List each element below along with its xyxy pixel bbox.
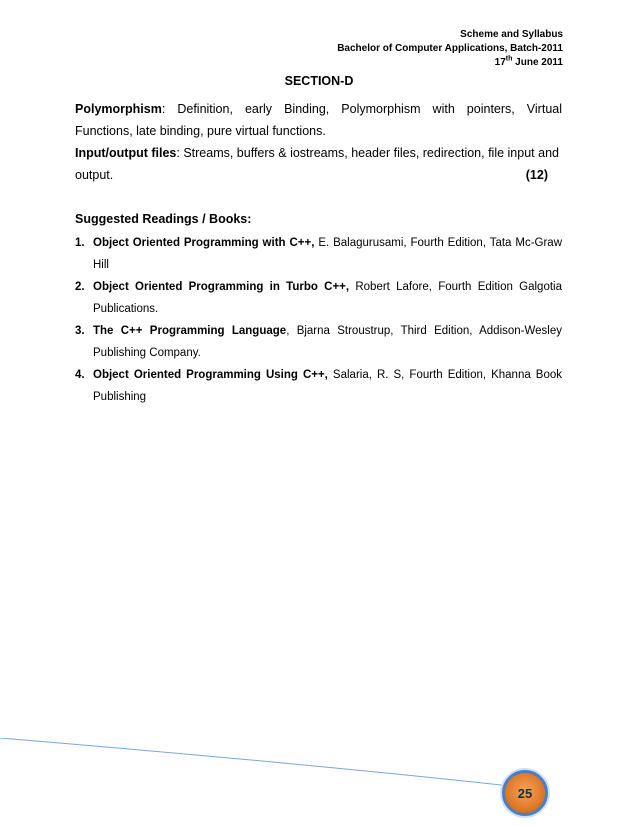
io-paragraph-end xyxy=(75,164,562,186)
polymorphism-text: : Definition, early Binding, Polymorphism with pointers, Virtual Functions, late binding, pure virtual functions. xyxy=(75,102,562,138)
page-number-badge xyxy=(502,770,548,816)
book-details: Salaria, R. S, Fourth Edition, Khanna Book Publishing xyxy=(93,369,562,403)
footer-curve xyxy=(0,738,510,786)
book-details: E. Balagurusami, Fourth Edition, Tata Mc-Graw Hill xyxy=(93,237,562,271)
section-content xyxy=(75,98,562,408)
polymorphism-label: Polymorphism xyxy=(75,102,162,116)
list-item-text xyxy=(93,232,562,276)
list-item-number: 1. xyxy=(75,237,85,249)
list-item-number: 4. xyxy=(75,369,85,381)
header-date-suffix: th xyxy=(505,55,513,63)
list-item-text xyxy=(93,364,562,408)
list-item xyxy=(75,320,562,364)
book-title: Object Oriented Programming in Turbo C++, xyxy=(93,281,350,293)
polymorphism-paragraph xyxy=(75,98,562,142)
marks-label: (12) xyxy=(525,168,548,182)
io-paragraph xyxy=(75,142,562,164)
book-title: Object Oriented Programming Using C++, xyxy=(93,369,328,381)
io-text-end: output. xyxy=(75,168,114,182)
book-title: The C++ Programming Language xyxy=(93,325,287,337)
section-title: SECTION-D xyxy=(284,74,354,88)
page-number: 25 xyxy=(517,785,533,801)
list-item xyxy=(75,276,562,320)
list-item-text xyxy=(93,320,562,364)
list-item xyxy=(75,364,562,408)
book-title: Object Oriented Programming with C++, xyxy=(93,237,315,249)
book-details: Robert Lafore, Fourth Edition Galgotia Publications. xyxy=(93,281,562,315)
book-list xyxy=(75,232,562,408)
io-label: Input/output files xyxy=(75,146,177,160)
header-program: Bachelor of Computer Applications, Batch-2011 xyxy=(337,43,563,54)
header-date-rest: June 2011 xyxy=(512,57,563,68)
list-item-number: 2. xyxy=(75,281,85,293)
io-text: : Streams, buffers & iostreams, header files, redirection, file input and xyxy=(176,146,559,160)
book-details: , Bjarna Stroustrup, Third Edition, Addison-Wesley Publishing Company. xyxy=(93,325,563,359)
header-date xyxy=(337,56,563,70)
list-item xyxy=(75,232,562,276)
list-item-text xyxy=(93,276,562,320)
list-item-number: 3. xyxy=(75,325,85,337)
readings-title: Suggested Readings / Books: xyxy=(75,212,252,226)
page-header xyxy=(337,28,563,70)
header-scheme: Scheme and Syllabus xyxy=(460,29,563,40)
header-date-day: 17 xyxy=(494,57,506,68)
